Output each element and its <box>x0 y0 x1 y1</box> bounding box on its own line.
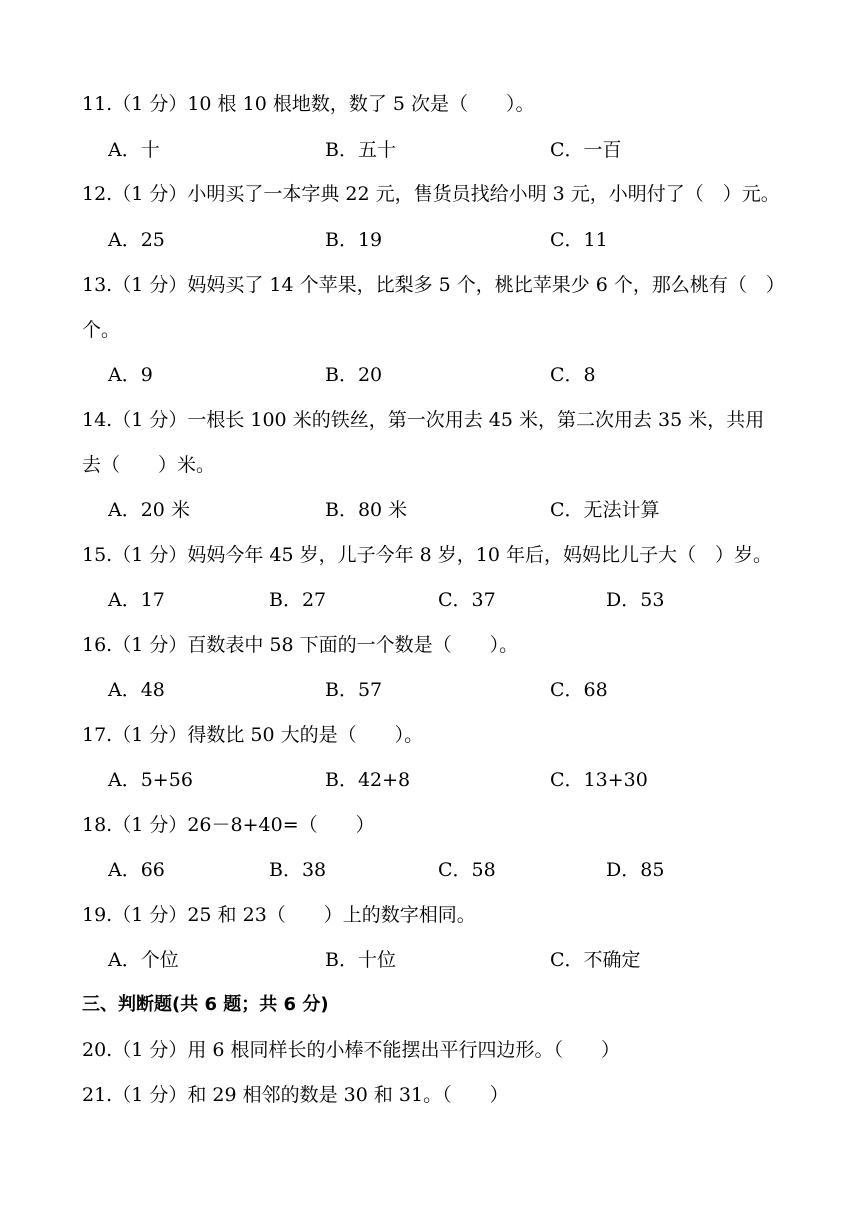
question-13-cont: 个。 <box>82 319 121 341</box>
option-c[interactable]: C．一百 <box>550 139 622 161</box>
option-a[interactable]: A．66 <box>108 859 165 881</box>
options-12 <box>108 227 820 253</box>
option-c[interactable]: C．37 <box>438 589 496 611</box>
option-b[interactable]: B．38 <box>269 859 327 881</box>
question-17: 17.（1 分）得数比 50 大的是（ ）。 <box>82 724 424 746</box>
question-20: 20.（1 分）用 6 根同样长的小棒不能摆出平行四边形。（ ） <box>82 1039 621 1061</box>
option-b[interactable]: B．80 米 <box>325 499 408 521</box>
option-a[interactable]: A．20 米 <box>108 499 190 521</box>
option-a[interactable]: A．个位 <box>108 949 179 971</box>
option-b[interactable]: B．57 <box>325 679 383 701</box>
options-18 <box>108 857 820 883</box>
question-15: 15.（1 分）妈妈今年 45 岁，儿子今年 8 岁，10 年后，妈妈比儿子大（ ）岁。 <box>82 544 772 566</box>
option-a[interactable]: A．25 <box>108 229 165 251</box>
section-title: 三、判断题(共 6 题；共 6 分) <box>82 994 329 1015</box>
question-14: 14.（1 分）一根长 100 米的铁丝，第一次用去 45 米，第二次用去 35 米，共用 <box>82 409 765 431</box>
option-b[interactable]: B．十位 <box>325 949 396 971</box>
options-19 <box>108 947 820 973</box>
option-c[interactable]: C．58 <box>438 859 496 881</box>
option-c[interactable]: C．无法计算 <box>550 499 660 521</box>
question-13: 13.（1 分）妈妈买了 14 个苹果，比梨多 5 个，桃比苹果少 6 个，那么桃有（ ） <box>82 274 785 296</box>
question-19: 19.（1 分）25 和 23（ ）上的数字相同。 <box>82 904 476 926</box>
option-a[interactable]: A．十 <box>108 139 160 161</box>
option-b[interactable]: B．20 <box>325 364 383 386</box>
option-b[interactable]: B．19 <box>325 229 383 251</box>
options-14 <box>108 497 820 523</box>
option-c[interactable]: C．不确定 <box>550 949 641 971</box>
option-c[interactable]: C．13+30 <box>550 769 648 791</box>
options-13 <box>108 362 820 388</box>
option-d[interactable]: D．85 <box>606 859 665 881</box>
options-17 <box>108 767 820 793</box>
question-12: 12.（1 分）小明买了一本字典 22 元，售货员找给小明 3 元，小明付了（ ）元。 <box>82 183 780 205</box>
option-b[interactable]: B．42+8 <box>325 769 411 791</box>
option-a[interactable]: A．17 <box>108 589 165 611</box>
question-16: 16.（1 分）百数表中 58 下面的一个数是（ ）。 <box>82 634 519 656</box>
option-c[interactable]: C．68 <box>550 679 608 701</box>
options-15 <box>108 587 820 613</box>
option-c[interactable]: C．8 <box>550 364 596 386</box>
option-c[interactable]: C．11 <box>550 229 608 251</box>
options-11 <box>108 137 820 163</box>
option-a[interactable]: A．5+56 <box>108 769 193 791</box>
option-b[interactable]: B．27 <box>269 589 327 611</box>
question-14-cont: 去（ ）米。 <box>82 454 216 476</box>
option-a[interactable]: A．48 <box>108 679 165 701</box>
question-21: 21.（1 分）和 29 相邻的数是 30 和 31。（ ） <box>82 1084 509 1106</box>
option-b[interactable]: B．五十 <box>325 139 396 161</box>
question-11: 11.（1 分）10 根 10 根地数，数了 5 次是（ ）。 <box>82 93 535 115</box>
option-a[interactable]: A．9 <box>108 364 153 386</box>
question-18: 18.（1 分）26－8+40=（ ） <box>82 814 375 836</box>
option-d[interactable]: D．53 <box>606 589 665 611</box>
options-16 <box>108 677 820 703</box>
